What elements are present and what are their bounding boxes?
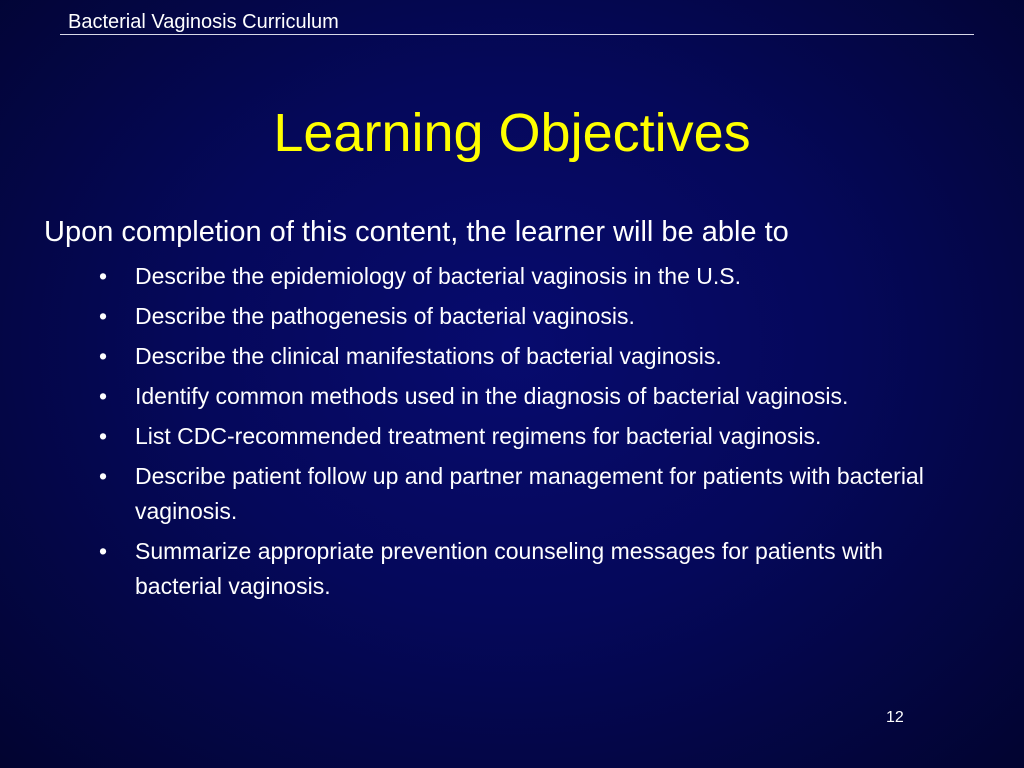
objective-text: List CDC-recommended treatment regimens for bacterial vaginosis. (135, 423, 822, 449)
page-number: 12 (886, 709, 904, 726)
header-title: Bacterial Vaginosis Curriculum (68, 11, 339, 33)
objective-item (0, 534, 955, 604)
objective-item (0, 459, 955, 529)
intro-text: Upon completion of this content, the learner will be able to (44, 216, 789, 248)
slide-title: Learning Objectives (273, 103, 751, 163)
objective-text: Describe the pathogenesis of bacterial vaginosis. (135, 303, 635, 329)
bullet-icon: • (99, 463, 108, 489)
bullet-icon: • (99, 303, 108, 329)
bullet-icon: • (99, 343, 108, 369)
objective-item (0, 379, 955, 414)
objective-text: Identify common methods used in the diagnosis of bacterial vaginosis. (135, 383, 849, 409)
bullet-icon: • (99, 538, 108, 564)
bullet-icon: • (99, 263, 108, 289)
header-divider (60, 34, 974, 35)
objective-text: Describe the clinical manifestations of bacterial vaginosis. (135, 343, 722, 369)
bullet-icon: • (99, 383, 108, 409)
objective-text: Summarize appropriate prevention counseling messages for patients with bacterial vaginosis. (135, 538, 883, 599)
objective-item (0, 339, 955, 374)
objective-item (0, 419, 955, 454)
objectives-list (0, 259, 955, 609)
objective-item (0, 259, 955, 294)
objective-item (0, 299, 955, 334)
bullet-icon: • (99, 423, 108, 449)
objective-text: Describe patient follow up and partner management for patients with bacterial vaginosis. (135, 463, 924, 524)
objective-text: Describe the epidemiology of bacterial vaginosis in the U.S. (135, 263, 741, 289)
